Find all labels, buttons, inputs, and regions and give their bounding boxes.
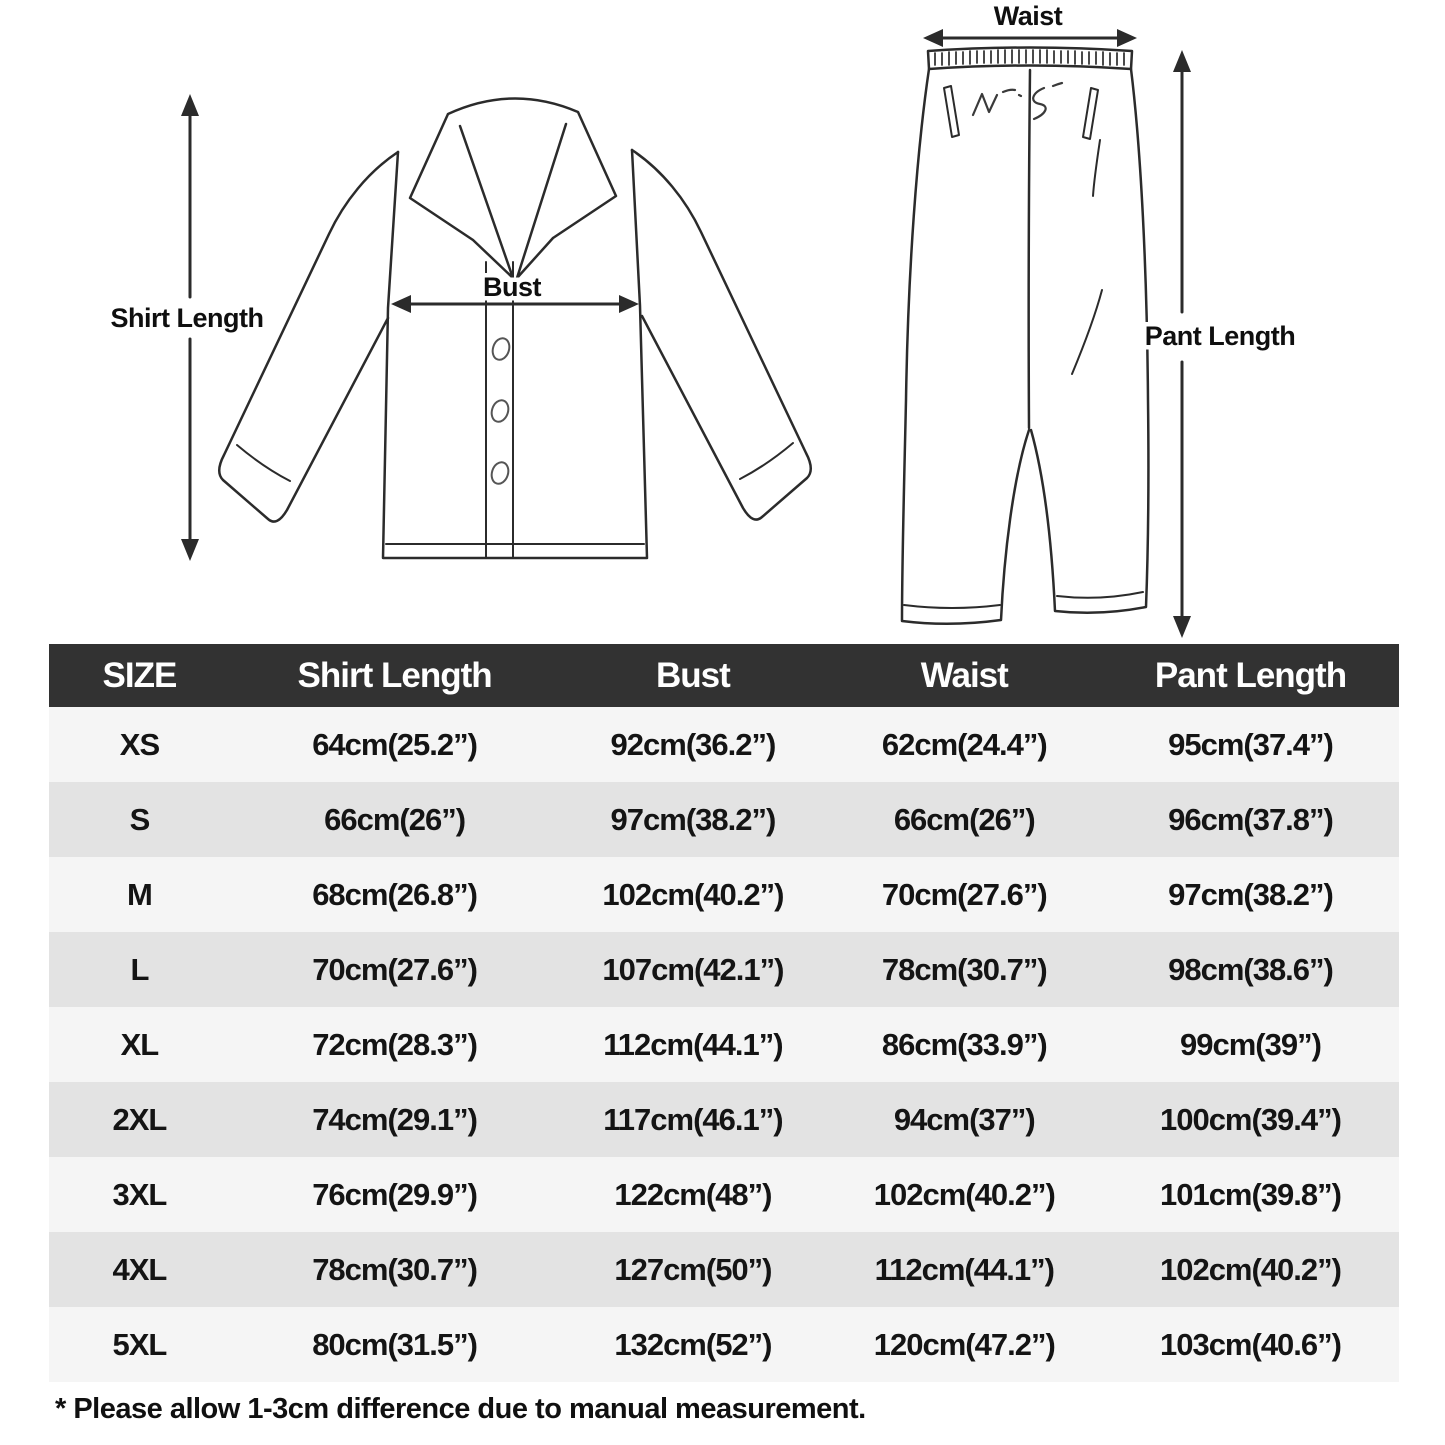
- waist-cell: 70cm(27.6”): [881, 876, 1047, 912]
- size-cell: XL: [120, 1026, 159, 1062]
- bust-cell: 127cm(50”): [614, 1251, 772, 1287]
- pants-waistband-ribbing: [935, 50, 1124, 65]
- pant-length-cell: 99cm(39”): [1180, 1026, 1321, 1062]
- pant-length-cell: 102cm(40.2”): [1159, 1251, 1341, 1287]
- shirt-length-cell: 78cm(30.7”): [312, 1251, 477, 1287]
- measurement-disclaimer: * Please allow 1-3cm difference due to manual measurement.: [55, 1393, 866, 1425]
- pants-legs-outline: [902, 69, 1148, 624]
- shirt-length-cell: 80cm(31.5”): [312, 1326, 477, 1362]
- shirt-length-cell: 74cm(29.1”): [312, 1101, 477, 1137]
- shirt-length-cell: 72cm(28.3”): [312, 1026, 477, 1062]
- header-waist: Waist: [827, 644, 1102, 707]
- measurement-diagram: [0, 0, 1445, 650]
- table-row: [49, 1307, 1399, 1382]
- bust-cell: 97cm(38.2”): [610, 801, 776, 837]
- shirt-body-outline: [383, 150, 647, 558]
- measurement-arrows: [190, 38, 1182, 628]
- shirt-left-sleeve: [219, 152, 398, 522]
- bust-cell: 132cm(52”): [614, 1326, 772, 1362]
- shirt-collar: [410, 98, 616, 278]
- pant-length-cell: 95cm(37.4”): [1168, 726, 1333, 762]
- shirt-right-sleeve: [632, 150, 811, 520]
- table-row: [49, 932, 1399, 1007]
- shirt-drawing: [219, 98, 811, 558]
- pant-length-cell: 97cm(38.2”): [1168, 876, 1333, 912]
- waist-label: Waist: [993, 1, 1063, 31]
- pants-crease-lines: [1072, 140, 1102, 374]
- bust-label: Bust: [483, 272, 541, 302]
- shirt-length-cell: 64cm(25.2”): [312, 726, 477, 762]
- pants-waistband: [928, 48, 1132, 70]
- table-row: [49, 707, 1399, 782]
- header-shirt-length: Shirt Length: [230, 644, 559, 707]
- size-cell: 3XL: [112, 1176, 167, 1212]
- waist-cell: 86cm(33.9”): [881, 1026, 1047, 1062]
- pant-length-cell: 101cm(39.8”): [1159, 1176, 1341, 1212]
- shirt-buttons: [489, 336, 512, 486]
- pants-drawing: [902, 48, 1148, 624]
- waist-cell: 120cm(47.2”): [873, 1326, 1055, 1362]
- pant-length-cell: 98cm(38.6”): [1168, 951, 1333, 987]
- pants-hem-seams: [904, 592, 1143, 608]
- size-cell: 4XL: [112, 1251, 167, 1287]
- header-size: SIZE: [49, 644, 230, 707]
- bust-cell: 102cm(40.2”): [602, 876, 784, 912]
- bust-cell: 112cm(44.1”): [603, 1026, 783, 1062]
- table-row: [49, 1082, 1399, 1157]
- waist-cell: 78cm(30.7”): [881, 951, 1047, 987]
- table-header-row: [49, 644, 1399, 707]
- waist-cell: 62cm(24.4”): [881, 726, 1047, 762]
- table-row: [49, 1157, 1399, 1232]
- table-row: [49, 1232, 1399, 1307]
- table-row: [49, 857, 1399, 932]
- size-cell: L: [130, 951, 149, 987]
- table-row: [49, 782, 1399, 857]
- pant-length-cell: 96cm(37.8”): [1168, 801, 1333, 837]
- arrowheads: [181, 29, 1191, 638]
- bust-cell: 92cm(36.2”): [610, 726, 776, 762]
- shirt-length-cell: 68cm(26.8”): [312, 876, 477, 912]
- waist-cell: 112cm(44.1”): [874, 1251, 1054, 1287]
- shirt-length-cell: 70cm(27.6”): [312, 951, 477, 987]
- waist-cell: 102cm(40.2”): [873, 1176, 1055, 1212]
- shirt-length-cell: 66cm(26”): [324, 801, 466, 837]
- table-row: [49, 1007, 1399, 1082]
- shirt-length-cell: 76cm(29.9”): [312, 1176, 477, 1212]
- header-bust: Bust: [559, 644, 826, 707]
- size-cell: S: [129, 801, 150, 837]
- size-chart-table: [49, 644, 1399, 1382]
- size-cell: 2XL: [112, 1101, 167, 1137]
- size-cell: XS: [119, 726, 160, 762]
- pant-length-cell: 103cm(40.6”): [1159, 1326, 1341, 1362]
- size-cell: 5XL: [112, 1326, 167, 1362]
- size-cell: M: [127, 876, 152, 912]
- pants-pocket-slits: [944, 86, 1098, 139]
- header-pant-length: Pant Length: [1102, 644, 1399, 707]
- shirt-length-label: Shirt Length: [110, 303, 264, 333]
- pant-length-label: Pant Length: [1144, 321, 1296, 351]
- pant-length-cell: 100cm(39.4”): [1159, 1101, 1341, 1137]
- bust-cell: 107cm(42.1”): [602, 951, 784, 987]
- bust-cell: 117cm(46.1”): [603, 1101, 783, 1137]
- bust-cell: 122cm(48”): [614, 1176, 772, 1212]
- pants-scribbles: [973, 83, 1062, 119]
- waist-cell: 66cm(26”): [893, 801, 1035, 837]
- waist-cell: 94cm(37”): [893, 1101, 1035, 1137]
